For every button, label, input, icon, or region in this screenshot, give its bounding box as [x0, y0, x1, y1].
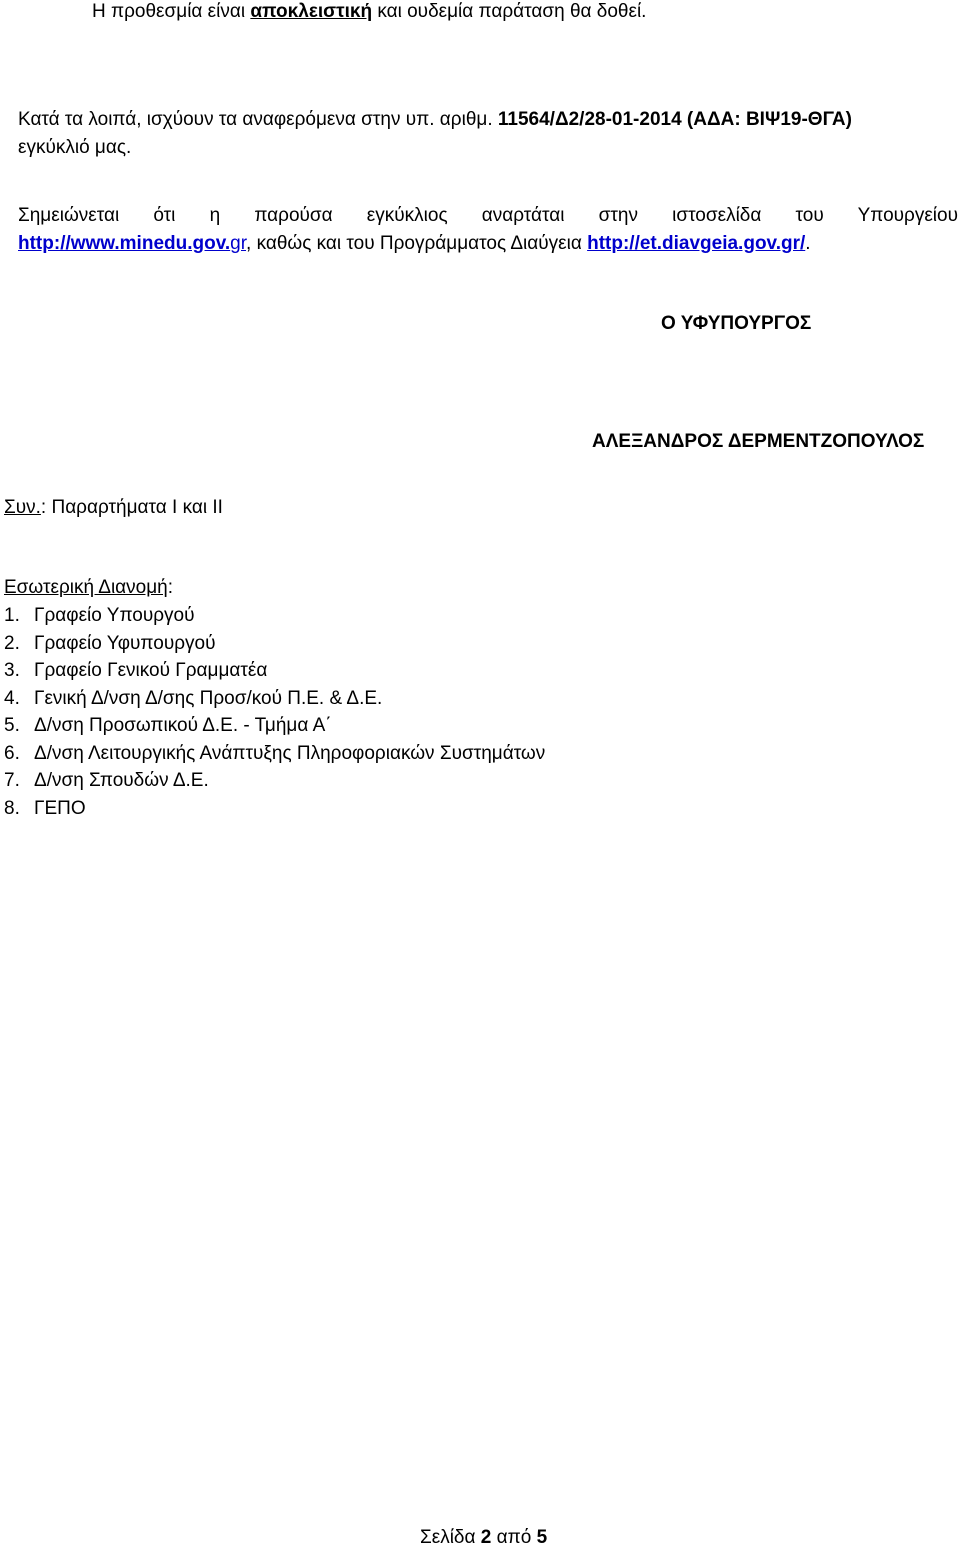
- distribution-heading-line: Εσωτερική Διανομή:: [4, 577, 174, 598]
- list-item: 1. Γραφείο Υπουργού: [4, 605, 195, 626]
- list-item: 3. Γραφείο Γενικού Γραμματέα: [4, 660, 268, 681]
- note-line1: Σημειώνεται ότι η παρούσα εγκύκλιος αναρτάται στην ιστοσελίδα του Υπουργείου: [18, 205, 958, 226]
- list-item: 6. Δ/νση Λειτουργικής Ανάπτυξης Πληροφοριακών Συστημάτων: [4, 742, 546, 764]
- signature-name: ΑΛΕΞΑΝΔΡΟΣ ΔΕΡΜΕΝΤΖΟΠΟΥΛΟΣ: [592, 431, 925, 452]
- current-page: 2: [480, 1527, 492, 1548]
- diavgeia-link[interactable]: http://et.diavgeia.gov.gr/: [587, 233, 806, 254]
- deadline-paragraph: [92, 0, 646, 24]
- list-item: 5. Δ/νση Προσωπικού Δ.Ε. - Τμήμα Α΄: [4, 715, 332, 736]
- attachments-line: [4, 496, 223, 520]
- deadline-text: Η προθεσμία είναι: [92, 1, 251, 22]
- deadline-emphasis: αποκλειστική: [250, 1, 373, 22]
- note-middle-text: , καθώς και του Προγράμματος Διαύγεια: [246, 233, 588, 254]
- reference-line2: εγκύκλιό μας.: [18, 137, 132, 158]
- distribution-list: [4, 604, 545, 824]
- list-item: 4. Γενική Δ/νση Δ/σης Προσ/κού Π.Ε. & Δ.Ε.: [4, 687, 383, 709]
- attachments-text: : Παραρτήματα Ι και ΙΙ: [40, 497, 223, 518]
- minedu-link[interactable]: http://www.minedu.gov.gr: [18, 233, 247, 254]
- list-item: 7. Δ/νση Σπουδών Δ.Ε.: [4, 770, 209, 791]
- reference-paragraph: [18, 108, 852, 132]
- list-item: 8. ΓΕΠΟ: [4, 797, 86, 819]
- note-line2: [18, 232, 811, 256]
- deadline-text-end: και ουδεμία παράταση θα δοθεί.: [372, 1, 647, 22]
- total-pages: 5: [536, 1527, 548, 1548]
- note-end: .: [805, 233, 811, 254]
- distribution-heading: Εσωτερική Διανομή: [4, 577, 168, 598]
- attachments-label: Συν.: [4, 497, 41, 518]
- reference-number: 11564/Δ2/28-01-2014 (ΑΔΑ: ΒΙΨ19-ΘΓΑ): [497, 109, 852, 130]
- list-item: 2. Γραφείο Υφυπουργού: [4, 632, 216, 654]
- page-footer: Σελίδα 2 από 5: [420, 1527, 548, 1548]
- signature-title: Ο ΥΦΥΠΟΥΡΓΟΣ: [661, 313, 812, 334]
- reference-text: Κατά τα λοιπά, ισχύουν τα αναφερόμενα στην υπ. αριθμ.: [18, 109, 498, 130]
